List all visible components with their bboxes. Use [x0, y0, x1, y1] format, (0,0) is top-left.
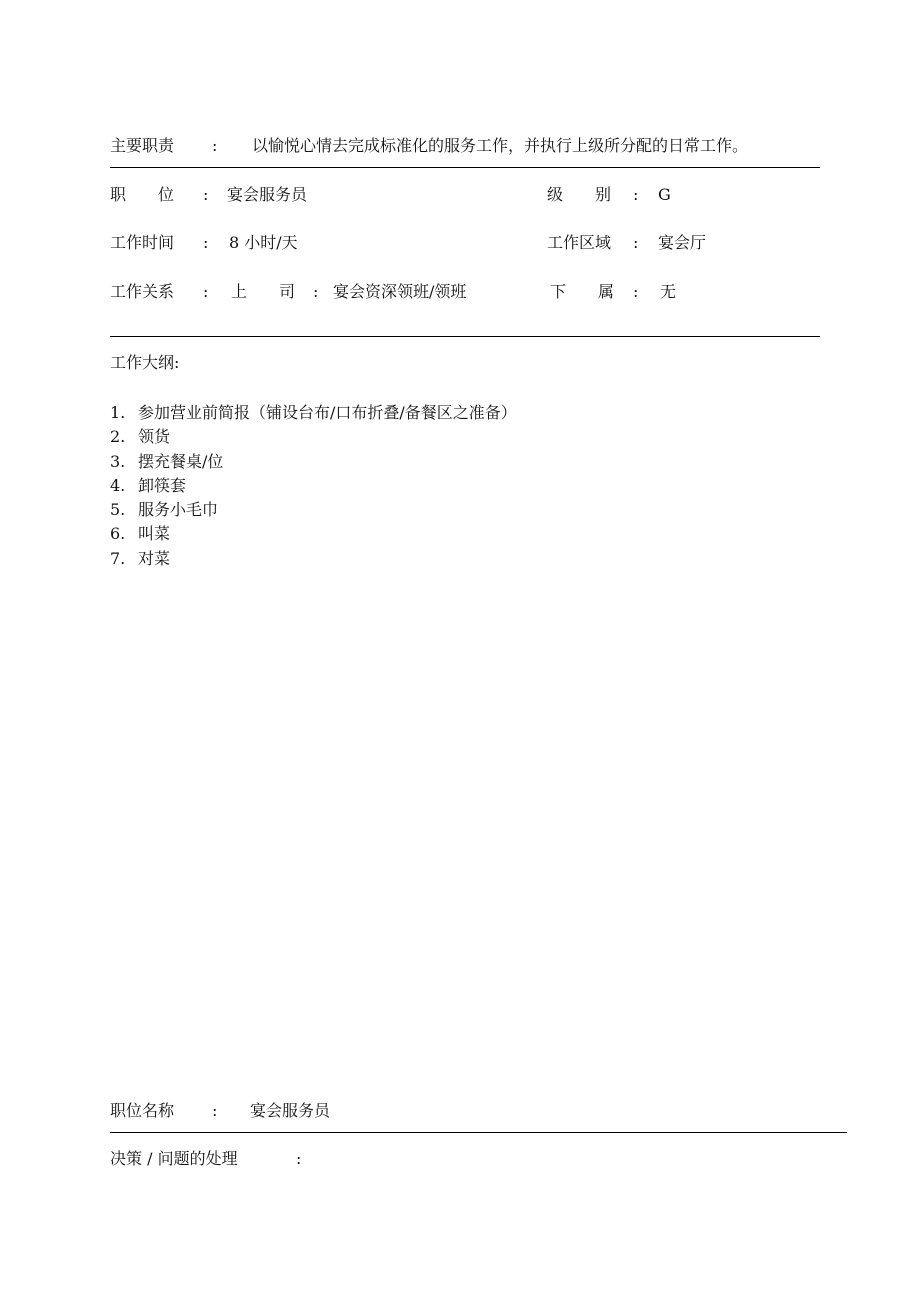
- outline-list: [110, 401, 517, 571]
- area-label: 工作区域: [547, 233, 612, 252]
- top-divider: [110, 167, 820, 168]
- grade-colon: :: [633, 185, 639, 204]
- subordinate-label: 下 属: [550, 282, 615, 301]
- list-item-text: 对菜: [138, 548, 171, 568]
- list-item: [110, 498, 517, 522]
- list-item-text: 叫菜: [138, 524, 171, 544]
- footer-divider: [110, 1132, 847, 1133]
- grade-value: G: [658, 185, 671, 204]
- list-item-number: 7.: [110, 548, 126, 568]
- area-colon: :: [633, 233, 639, 252]
- list-item: [110, 522, 517, 546]
- decision-label: 决策 / 问题的处理: [110, 1149, 238, 1168]
- list-item-number: 1.: [110, 403, 126, 422]
- relation-colon: :: [203, 282, 209, 301]
- position-value: 宴会服务员: [227, 185, 308, 204]
- superior-colon: :: [313, 282, 319, 301]
- superior-label: 上 司: [231, 282, 296, 301]
- list-item-text: 卸筷套: [138, 475, 187, 495]
- list-item: [110, 547, 517, 571]
- hours-colon: :: [203, 233, 209, 252]
- job-title-label: 职位名称: [110, 1101, 175, 1120]
- main-duty-colon: :: [212, 136, 218, 155]
- hours-value: 8 小时/天: [229, 233, 298, 252]
- list-item: [110, 425, 517, 449]
- list-item-text: 参加营业前简报（铺设台布/口布折叠/备餐区之准备）: [138, 403, 517, 422]
- list-item-number: 3.: [110, 451, 126, 471]
- list-item-text: 摆充餐桌/位: [138, 451, 224, 471]
- area-value: 宴会厅: [658, 233, 707, 252]
- main-duty-text: 以愉悦心情去完成标准化的服务工作，并执行上级所分配的日常工作。: [252, 136, 749, 155]
- job-title-value: 宴会服务员: [250, 1101, 331, 1120]
- list-item: [110, 401, 517, 425]
- info-divider: [110, 336, 820, 337]
- list-item-number: 5.: [110, 500, 126, 520]
- subordinate-value: 无: [660, 282, 677, 301]
- superior-value: 宴会资深领班/领班: [333, 282, 467, 301]
- main-duty-label: 主要职责: [110, 136, 175, 155]
- position-label: 职 位: [110, 185, 175, 204]
- job-title-colon: :: [212, 1101, 218, 1120]
- list-item: [110, 450, 517, 474]
- position-colon: :: [203, 185, 209, 204]
- subordinate-colon: :: [633, 282, 639, 301]
- decision-colon: :: [296, 1149, 302, 1168]
- list-item-number: 2.: [110, 427, 126, 447]
- list-item: [110, 474, 517, 498]
- list-item-text: 服务小毛巾: [138, 500, 219, 520]
- list-item-number: 4.: [110, 475, 126, 495]
- outline-title: 工作大纲:: [110, 353, 180, 372]
- list-item-number: 6.: [110, 524, 126, 544]
- hours-label: 工作时间: [110, 233, 175, 252]
- list-item-text: 领货: [138, 427, 171, 447]
- relation-label: 工作关系: [110, 282, 175, 301]
- grade-label: 级 别: [547, 185, 612, 204]
